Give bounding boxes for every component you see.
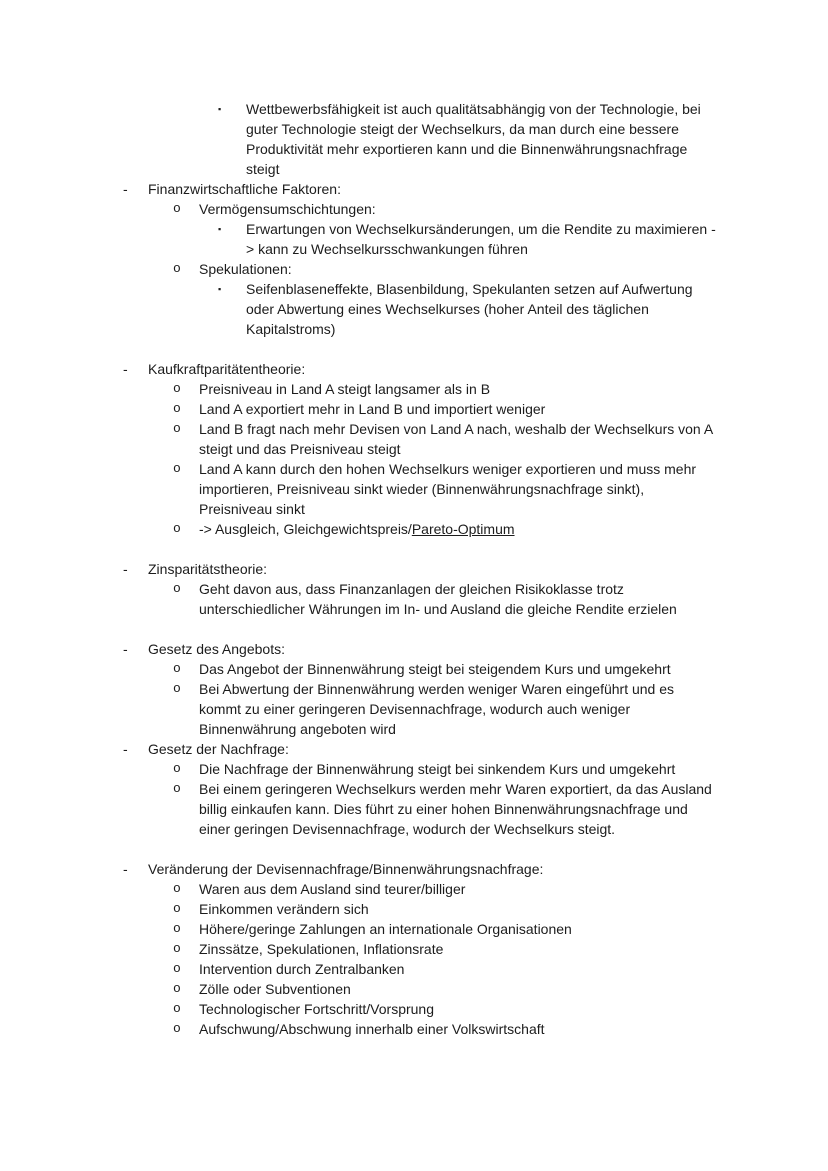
list-item-text-main: Veränderung der Devisennachfrage/Binnenwährungsnachfrage: bbox=[148, 861, 544, 877]
list-item-text-main: Spekulationen: bbox=[199, 261, 292, 277]
list-item-text-main: Kaufkraftparitätentheorie: bbox=[148, 361, 306, 377]
list-item-text bbox=[148, 559, 718, 579]
dash-bullet-icon: - bbox=[123, 561, 128, 577]
circle-bullet-icon: o bbox=[173, 1001, 181, 1016]
dash-bullet-icon: - bbox=[123, 361, 128, 377]
list-item-text bbox=[246, 279, 718, 339]
list-item-text bbox=[199, 779, 718, 839]
dash-bullet-icon: - bbox=[123, 741, 128, 757]
list-item-text-main: Erwartungen von Wechselkursänderungen, um die Rendite zu maximieren -> kann zu Wechselkursschwankungen führen bbox=[246, 221, 716, 257]
list-item bbox=[173, 579, 718, 619]
circle-bullet-icon: o bbox=[173, 201, 181, 216]
list-item bbox=[173, 879, 718, 899]
circle-bullet-icon: o bbox=[173, 921, 181, 936]
list-item-text-main: Land B fragt nach mehr Devisen von Land A nach, weshalb der Wechselkurs von A steigt und das Preisniveau steigt bbox=[199, 421, 713, 457]
list-item-text bbox=[148, 739, 718, 759]
circle-bullet-icon: o bbox=[173, 681, 181, 696]
list-item-text bbox=[246, 219, 718, 259]
list-item-text-main: Preisniveau in Land A steigt langsamer als in B bbox=[199, 381, 491, 397]
list-item-text-main: Intervention durch Zentralbanken bbox=[199, 961, 405, 977]
circle-bullet-icon: o bbox=[173, 941, 181, 956]
notes-list bbox=[0, 99, 828, 1039]
list-item-text-main: Zinssätze, Spekulationen, Inflationsrate bbox=[199, 941, 444, 957]
list-item-text-main: Land A kann durch den hohen Wechselkurs weniger exportieren und muss mehr importieren, Preisniveau sinkt wieder (Binnenwährungsnachfrage sinkt), Preisniveau sinkt bbox=[199, 461, 697, 517]
list-item bbox=[218, 279, 718, 339]
dash-bullet-icon: - bbox=[123, 861, 128, 877]
list-item-text-main: Die Nachfrage der Binnenwährung steigt bei sinkendem Kurs und umgekehrt bbox=[199, 761, 676, 777]
list-item-text-main: -> Ausgleich, Gleichgewichtspreis/ bbox=[199, 521, 412, 537]
list-item-text bbox=[199, 679, 718, 739]
list-item-text bbox=[148, 639, 718, 659]
list-item-text-main: Höhere/geringe Zahlungen an internationale Organisationen bbox=[199, 921, 572, 937]
list-item-text bbox=[199, 879, 718, 899]
list-item-text bbox=[199, 1019, 718, 1039]
circle-bullet-icon: o bbox=[173, 581, 181, 596]
list-item bbox=[173, 919, 718, 939]
square-bullet-icon: ▪ bbox=[218, 224, 222, 234]
list-item-text-main: Gesetz der Nachfrage: bbox=[148, 741, 289, 757]
list-item-text bbox=[199, 959, 718, 979]
list-item-text bbox=[199, 399, 718, 419]
dash-bullet-icon: - bbox=[123, 181, 128, 197]
list-item bbox=[173, 679, 718, 739]
list-item-text bbox=[199, 459, 718, 519]
list-item-text bbox=[148, 179, 718, 199]
list-item bbox=[173, 519, 718, 539]
list-item bbox=[123, 859, 718, 879]
circle-bullet-icon: o bbox=[173, 401, 181, 416]
list-item bbox=[173, 199, 718, 219]
list-item-text bbox=[199, 939, 718, 959]
list-item bbox=[123, 639, 718, 659]
circle-bullet-icon: o bbox=[173, 261, 181, 276]
list-item bbox=[173, 899, 718, 919]
list-item-text-main: Seifenblaseneffekte, Blasenbildung, Spekulanten setzen auf Aufwertung oder Abwertung eines Wechselkurses (hoher Anteil des täglichen Kapitalstroms) bbox=[246, 281, 693, 337]
square-bullet-icon: ▪ bbox=[218, 104, 222, 114]
list-item-text bbox=[199, 919, 718, 939]
list-item bbox=[173, 959, 718, 979]
list-item-text bbox=[199, 379, 718, 399]
circle-bullet-icon: o bbox=[173, 421, 181, 436]
list-item bbox=[123, 179, 718, 199]
list-item bbox=[123, 739, 718, 759]
list-item bbox=[173, 999, 718, 1019]
list-item-text-main: Zinsparitätstheorie: bbox=[148, 561, 268, 577]
circle-bullet-icon: o bbox=[173, 521, 181, 536]
dash-bullet-icon: - bbox=[123, 641, 128, 657]
list-item-text-main: Aufschwung/Abschwung innerhalb einer Volkswirtschaft bbox=[199, 1021, 545, 1037]
list-item-text bbox=[199, 759, 718, 779]
list-item bbox=[173, 659, 718, 679]
list-item-text-main: Bei Abwertung der Binnenwährung werden weniger Waren eingeführt und es kommt zu einer geringeren Devisennachfrage, wodurch auch weniger Binnenwährung angeboten wird bbox=[199, 681, 675, 737]
list-item bbox=[173, 419, 718, 459]
list-item bbox=[173, 1019, 718, 1039]
list-item-text-main: Land A exportiert mehr in Land B und importiert weniger bbox=[199, 401, 546, 417]
list-item-text-main: Bei einem geringeren Wechselkurs werden mehr Waren exportiert, da das Ausland billig einkaufen kann. Dies führt zu einer hohen Binnenwährungsnachfrage und einer geringen Devisennachfrage, wodurch der Wechselkurs steigt. bbox=[199, 781, 712, 837]
list-item-text bbox=[148, 359, 718, 379]
circle-bullet-icon: o bbox=[173, 761, 181, 776]
list-item bbox=[173, 399, 718, 419]
list-item-text-main: Gesetz des Angebots: bbox=[148, 641, 285, 657]
list-item-text-main: Finanzwirtschaftliche Faktoren: bbox=[148, 181, 341, 197]
list-item-text bbox=[246, 99, 718, 179]
list-item-text bbox=[199, 519, 718, 539]
list-item-text bbox=[199, 259, 718, 279]
list-item-text-main: Geht davon aus, dass Finanzanlagen der gleichen Risikoklasse trotz unterschiedlicher Währungen im In- und Ausland die gleiche Rendite erzielen bbox=[199, 581, 677, 617]
circle-bullet-icon: o bbox=[173, 881, 181, 896]
list-item bbox=[218, 219, 718, 259]
list-item-text-main: Waren aus dem Ausland sind teurer/billiger bbox=[199, 881, 466, 897]
circle-bullet-icon: o bbox=[173, 981, 181, 996]
circle-bullet-icon: o bbox=[173, 661, 181, 676]
list-item-text bbox=[199, 579, 718, 619]
list-item-text bbox=[199, 659, 718, 679]
list-item-text bbox=[199, 899, 718, 919]
list-item-text-main: Wettbewerbsfähigkeit ist auch qualitätsabhängig von der Technologie, bei guter Technologie steigt der Wechselkurs, da man durch eine bessere Produktivität mehr exportieren kann und die Binnenwährungsnachfrage steigt bbox=[246, 101, 701, 177]
list-item bbox=[173, 759, 718, 779]
list-item bbox=[173, 259, 718, 279]
list-item bbox=[173, 379, 718, 399]
circle-bullet-icon: o bbox=[173, 781, 181, 796]
list-item bbox=[173, 459, 718, 519]
list-item bbox=[218, 99, 718, 179]
square-bullet-icon: ▪ bbox=[218, 284, 222, 294]
list-item-text-main: Das Angebot der Binnenwährung steigt bei steigendem Kurs und umgekehrt bbox=[199, 661, 671, 677]
list-item-text bbox=[199, 419, 718, 459]
list-item-text bbox=[199, 199, 718, 219]
list-item bbox=[123, 359, 718, 379]
circle-bullet-icon: o bbox=[173, 381, 181, 396]
list-item-text bbox=[148, 859, 718, 879]
circle-bullet-icon: o bbox=[173, 901, 181, 916]
list-item bbox=[123, 559, 718, 579]
list-item-text bbox=[199, 999, 718, 1019]
circle-bullet-icon: o bbox=[173, 961, 181, 976]
list-item-text-main: Einkommen verändern sich bbox=[199, 901, 369, 917]
list-item bbox=[173, 939, 718, 959]
list-item-text-main: Zölle oder Subventionen bbox=[199, 981, 351, 997]
list-item-text-main: Technologischer Fortschritt/Vorsprung bbox=[199, 1001, 434, 1017]
underlined-text: Pareto-Optimum bbox=[411, 521, 515, 537]
circle-bullet-icon: o bbox=[173, 1021, 181, 1036]
list-item bbox=[173, 979, 718, 999]
list-item-text bbox=[199, 979, 718, 999]
circle-bullet-icon: o bbox=[173, 461, 181, 476]
list-item bbox=[173, 779, 718, 839]
list-item-text-main: Vermögensumschichtungen: bbox=[199, 201, 376, 217]
